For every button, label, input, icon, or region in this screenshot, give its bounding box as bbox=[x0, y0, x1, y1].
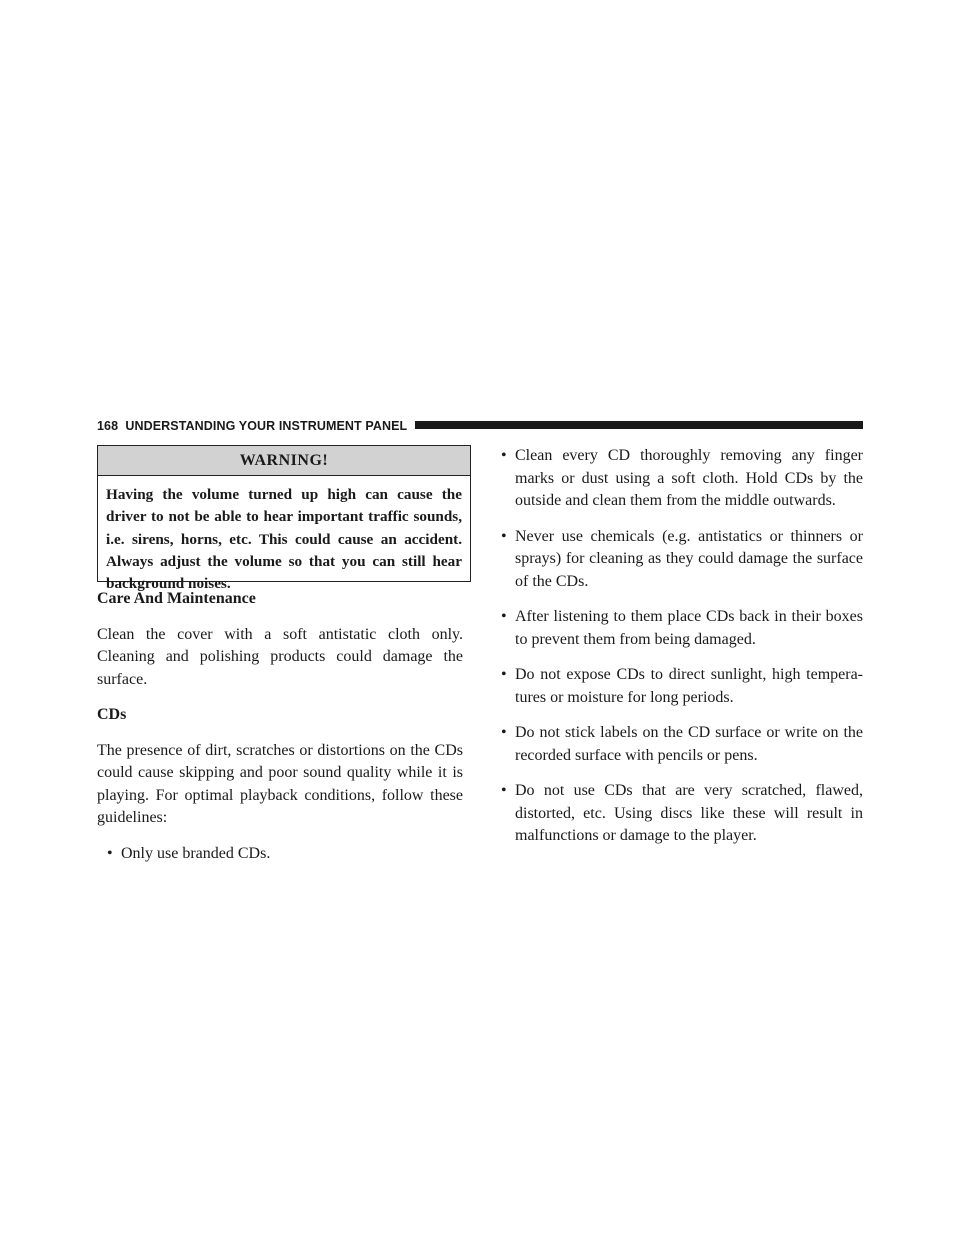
warning-text: Having the volume turned up high can cause the driver to not be able to hear important traffic sounds, i.e. sirens, horns, etc. This could cause an accident. Always adjust the volume so that you can still hear background noises. bbox=[106, 486, 462, 593]
bullet-icon: • bbox=[501, 447, 507, 464]
left-column bbox=[97, 588, 463, 878]
bullet-icon: • bbox=[501, 782, 507, 799]
page-header bbox=[97, 418, 863, 434]
bullet-icon: • bbox=[501, 608, 507, 625]
care-text: Clean the cover with a soft antistatic cloth only. Cleaning and polishing products could damage the surface. bbox=[97, 625, 463, 688]
list-item-text: Do not expose CDs to direct sunlight, high tempera-tures or moisture for long periods. bbox=[515, 666, 863, 706]
list-item bbox=[97, 843, 463, 866]
page-number: 168 bbox=[97, 419, 119, 433]
warning-title: WARNING! bbox=[98, 446, 470, 476]
list-item bbox=[491, 664, 863, 709]
warning-box bbox=[97, 445, 471, 593]
section-title: UNDERSTANDING YOUR INSTRUMENT PANEL bbox=[125, 419, 408, 433]
list-item-text: Never use chemicals (e.g. antistatics or thinners or sprays) for cleaning as they could damage the surface of the CDs. bbox=[515, 527, 863, 590]
header-rule bbox=[415, 421, 863, 429]
list-item bbox=[491, 606, 863, 651]
header-label bbox=[97, 418, 407, 434]
list-item bbox=[491, 526, 863, 594]
bullet-icon: • bbox=[501, 527, 507, 545]
list-item-text: Only use branded CDs. bbox=[121, 844, 271, 862]
list-item bbox=[491, 780, 863, 848]
list-item-text: Do not use CDs that are very scratched, flawed, distorted, etc. Using discs like these will result in malfunctions or damage to the player. bbox=[515, 782, 863, 844]
left-bullet-list bbox=[97, 843, 463, 866]
list-item-text: Clean every CD thoroughly removing any finger marks or dust using a soft cloth. Hold CDs by the outside and clean them from the middle outwards. bbox=[515, 447, 863, 509]
cds-intro: The presence of dirt, scratches or distortions on the CDs could cause skipping and poor sound quality while it is playing. For optimal playback conditions, follow these guidelines: bbox=[97, 741, 463, 826]
list-item bbox=[491, 722, 863, 767]
bullet-icon: • bbox=[107, 844, 113, 862]
list-item-text: Do not stick labels on the CD surface or write on the recorded surface with pencils or pens. bbox=[515, 724, 863, 764]
bullet-icon: • bbox=[501, 724, 507, 741]
cds-heading: CDs bbox=[97, 706, 127, 723]
list-item-text: After listening to them place CDs back in their boxes to prevent them from being damaged. bbox=[515, 608, 863, 648]
list-item bbox=[491, 445, 863, 513]
bullet-icon: • bbox=[501, 666, 507, 683]
right-bullet-list bbox=[491, 445, 863, 848]
right-column bbox=[491, 445, 863, 861]
care-heading: Care And Maintenance bbox=[97, 590, 256, 607]
